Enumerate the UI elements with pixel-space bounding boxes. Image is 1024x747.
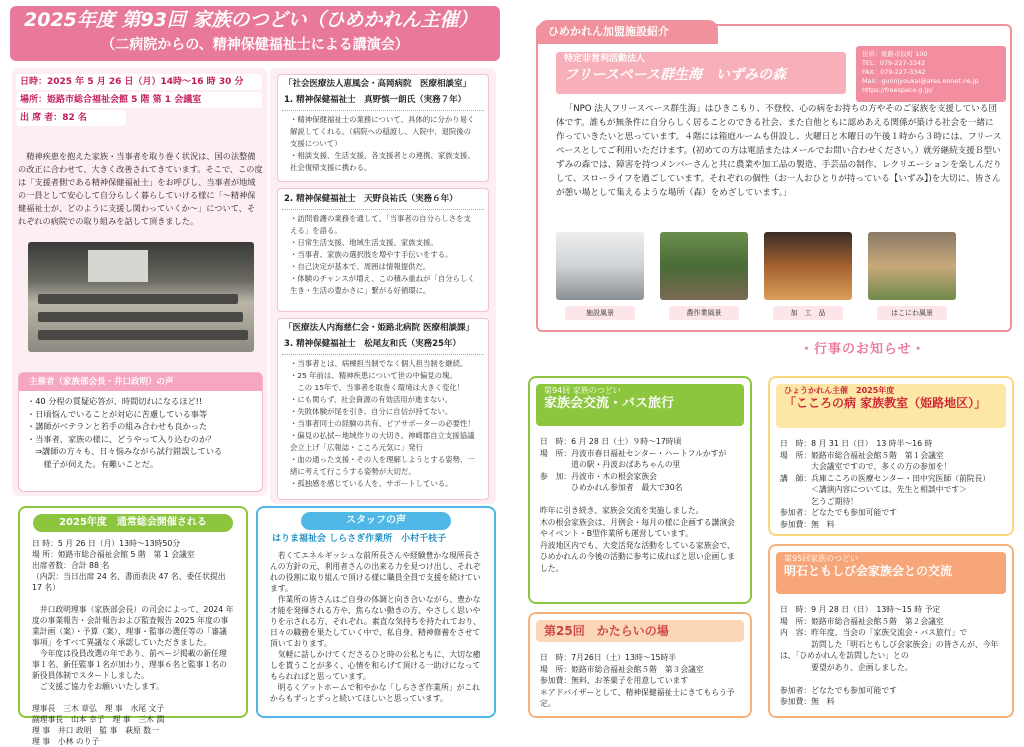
page-subtitle: （二病院からの、精神保健福祉士による講演会）	[101, 37, 409, 53]
speaker-section-1	[277, 74, 489, 182]
facility-photo	[764, 232, 852, 300]
organizer-voice	[18, 372, 263, 492]
event-25-body: 日 時：7月26日（土）13時〜15時半 場 所：姫路市総合福祉会館５階 第３会議室 参加費：無料、お茶菓子を用意しています ＊アドバイザーとして、精神保健福祉士にきてもらう予定。	[540, 653, 735, 708]
lecture-info	[16, 74, 262, 128]
speaker-notes: ・訪問看護の業務を通して、「当事者の自分らしさを支える」を語る。 ・日常生活支援、地域生活支援、家族支援。 ・当事者、家族の選択肢を増やす手伝いをする。 ・自己決定が基本で、周囲は情報提供だ。 ・体験のチャンスが増え、この積み重ねが「自分らしく生き・生活の豊かさに」繋がる好循環に。	[282, 209, 484, 300]
facility-description: 「NPO 法人フリースペース群生海」はひきこもり、不登校、心の病をお持ちの方やそのご家族を支援している団体です。誰もが無条件に自分らしく居ることのできる社会、また自他ともに認めあえる関係が築ける社会を一緒に作っていきたいと思っています。４階には箱庭ルームも併設し、火曜日と木曜日の午後１時から３時には、フリースペースとしてご利用いただけます。(初めての方は電話またはメールでお問い合わせください。）就労継続支援Ｂ型いずみの森では、障害を持つメンバーさんと共に農業や加工品の製造、手芸品の制作、レクリエーションを楽しんだりして、スローライフを過ごしています。それぞれの個性（お一人おひとりが持っている【いずみ】)を大切に、皆さんが憩い場として集えるような場所（森）をめざしています。」	[556, 104, 1002, 198]
speaker-org: 「医療法人内海慈仁会・姫路北病院 医療相談課」	[284, 323, 474, 333]
event-95-box	[768, 544, 1014, 718]
speaker-section-3	[277, 318, 489, 500]
photo-caption: 農作業風景	[669, 306, 739, 320]
facility-tab: ひめかれん加盟施設紹介	[538, 20, 718, 44]
lecture-attendees: 出 席 者：82 名	[16, 110, 126, 126]
facility-contact: 住所：姫路市辰町 100 TEL：079-227-3342 FAX：079-227-3342 Mail：gunnjyoukai@ares.eonet.ne.jp https://freespace-g.jp/	[856, 46, 1006, 102]
organizer-voice-title: 主催者（家族部会長・井口政明）の声	[19, 373, 262, 391]
events-heading: ・行事のお知らせ・	[800, 342, 926, 357]
facility-photos	[556, 232, 996, 322]
staff-voice-title: スタッフの声	[301, 512, 451, 530]
facility-photo	[660, 232, 748, 300]
staff-voice-box	[256, 506, 496, 718]
photo-caption: はこにわ風景	[877, 306, 947, 320]
speaker-name: 1. 精神保健福祉士 真野慎一朗氏（実務７年）	[284, 95, 467, 105]
event-95-header	[776, 552, 1006, 594]
page-header	[10, 6, 500, 61]
event-25-title: 第25回 かたらいの場	[536, 620, 744, 642]
organizer-voice-body: ・40 分程の質疑応答が、時間切れになるほど!! ・日頃悩んでいることが対応に苦慮している事等 ・講師がベテランと若手の組み合わせも良かった ・当事者、家族の様に、どうやって入り込むのか？ ⇒講師の方々も、日々悩みながら試行錯誤している 様子が伺えた。有難いことだ。	[27, 396, 223, 469]
speaker-name: 2. 精神保健福祉士 天野良祐氏（実務６年）	[284, 194, 458, 204]
speaker-section-2	[277, 188, 489, 312]
facility-name: フリースペース群生海 いずみの森	[564, 66, 787, 83]
speaker-org: 「社会医療法人恵風会・高岡病院 医療相談室」	[284, 79, 472, 89]
photo-caption: 施設風景	[565, 306, 635, 320]
event-94-header	[536, 384, 744, 426]
event-95-body: 日 時：9 月 28 日（日） 13時〜15 時 予定 場 所：姫路市総合福祉会館５階 第２会議室 内 容：昨年度、当会の「家族交流会・バス旅行」で 訪問した「明石ともしび会家族会」の皆さんが、今年は、「ひめかれんを訪問したい」との 要望があり、企画しました。 参加者：どなたでも参加可能です 参加費：無 料	[780, 605, 999, 706]
facility-photo	[556, 232, 644, 300]
lecture-place: 場所：姫路市総合福祉会館 5 階 第 1 会議室	[16, 92, 262, 108]
event-94-subtitle: 第94回 家族のつどい	[544, 386, 621, 395]
speaker-notes: ・当事者とは、病棟担当制でなく個人担当制を継続。 ・25 年前は、精神疾患について世の中偏見の塊。 この 15年で、当事者を取巻く環境は大きく変化！ ・にも関らず、社会資源の有効活用が進まない。 ・失敗体験が尾を引き、自分に自信が持てない。 ・当事者同士の経験の共有、ピアサポーターの必要性！ ・偏見の払拭ー地域作りの大切さ。神崎郡自立支援協議会立上げ「広報誌・こころ元気に」発行 ・血の通った支援・その人を理解しようとする姿勢、一緒に考えて行こうする姿勢が大切だ。 ・孤独感を感じている人を、サポートしている。	[282, 354, 484, 493]
facility-photo	[868, 232, 956, 300]
speaker-notes: ・精神保健福祉士の業務について、具体的に分かり易く解説してくれる。（病院への穏渡し、入院中、退院後の支援について） ・相談支援、生活支援、各支援者との連携、家族支援、社会復帰支援に携わる。	[282, 110, 484, 177]
facility-name-bar	[556, 52, 846, 94]
lecture-date: 日時：2025 年 5 月 26 日（月）14時〜16 時 30 分	[16, 74, 262, 90]
event-class-body: 日 時：8 月 31 日（日） 13 時半〜16 時 場 所：姫路市総合福祉会館５階 第１会議室 大会議室ですので、多くの方の参加を！ 講 師：兵庫こころの医療センター・田中究医師（前院長） ＜講演内容については、先生と相談中です＞ 乞うご期待！ 参加者：どなたでも参加可能です 参加費：無 料	[780, 439, 991, 529]
staff-name: はりま福祉会 しらさぎ作業所 小村千枝子	[272, 534, 447, 544]
page-title: 2025年度 第93回 家族のつどい（ひめかれん主催）	[24, 9, 478, 31]
lecture-photo	[28, 242, 254, 352]
facility-org-type: 特定非営利活動法人	[564, 54, 646, 64]
event-94-box	[528, 376, 752, 604]
speaker-name: 3. 精神保健福祉士 松尾友和氏（実務25年）	[284, 339, 461, 349]
event-94-body: 日 時：6 月 28 日（土）９時〜17時頃 場 所：丹波市春日福祉センター・ハートフルかすが 道の駅・丹波おばあちゃんの里 参 加：丹波市・木の根会家族会 ひめかれん参加者 最大で30名 昨年に引き続き、家族会交流を実施しました。 木の根会家族会は、月例会・毎月の様に企画する講演会やイベント・B型作業所も運営しています。 丹波地区内でも、大変活発な活動をしている家族会で、ひめかれんの今後の活動に参考に成ればと思い企画しました。	[540, 437, 735, 573]
event-class-subtitle: ひょうかれん主催 2025年度	[784, 386, 895, 395]
photo-caption: 加 工 品	[773, 306, 843, 320]
event-25-box	[528, 612, 752, 718]
event-94-title: 家族会交流・バス旅行	[544, 396, 675, 412]
event-class-box	[768, 376, 1014, 536]
event-95-subtitle: 第95回家族のつどい	[784, 554, 859, 563]
general-meeting-body: 日 時：5 月 26 日（月）13時〜13時50分 場 所：姫路市総合福祉会館 5 階 第 1 会議室 出席者数：合計 88 名 （内訳：当日出席 24 名、書面表決 47 名、委任状提出 17 名） 井口政明理事（家族部会長）の司会によって、2024 年度の事業報告・会計報告および監査報告 2025 年度の事業計画（案）・予算（案）、理事・監事の選任等の「審議事項」をすべて異議なく承認していただきました。 今年度は役員改選の年であり、前ページ掲載の新任理事１名、新任監事１名が加わり、理事６名と監事１名の新役員体制でスタートしました。 ご支援ご協力をお願いいたします。 理事長 三木 章弘 理 事 水尾 文子 副理事長 山本 幸子 理 事 三木 潤 理 事 井口 政明 監 事 萩原 数一 理 事 小林 のり子	[32, 539, 234, 746]
event-95-title: 明石ともしび会家族会との交流	[784, 564, 953, 579]
general-meeting-box	[18, 506, 248, 746]
general-meeting-title: 2025年度 通常総会開催される	[33, 514, 233, 532]
lecture-intro: 精神疾患を抱えた家族・当事者を取り巻く状況は、国の法整備の改正に合わせて、大きく改善されてきています。そこで、この度は「支援者側である精神保健福祉士」をお呼びし、当事者が地域の一員として安心して自分らしく暮らしていける様に「〜精神保健福祉士が、どのように支援し関わっていくか〜」について、それぞれの病院での取り組みを話して頂きました。	[18, 151, 263, 226]
staff-voice-body: 若くてエネルギッシュな前所長さんや経験豊かな現所長さんの方針の元、利用者さんの出来る力を見つけ出し、それぞれの役割に取り組んで頂ける様に職員全員で支援を続けています。 作業所の皆さんはご自身の体調と向き合いながら、豊かな才能を発揮される方や、焦らない動きの方、やさしく思いやりを示される方、それぞれ。素直な気持ちを持たれており、日々の職務を果たしていく中で、私自身、精神修養をさせて頂いております。 気軽に話しかけてくださるひと時の公私ともに、大切な癒しを貰うことが多く、心情を和らげて頂ける一助けになってもられればと思っています。 明るくアットホームで和やかな「しらさぎ作業所」がこれからもずっとずっと続いてほしいと思っています。	[270, 550, 481, 703]
event-class-title: 「こころの病 家族教室（姫路地区）」	[784, 396, 987, 411]
event-class-header	[776, 384, 1006, 428]
